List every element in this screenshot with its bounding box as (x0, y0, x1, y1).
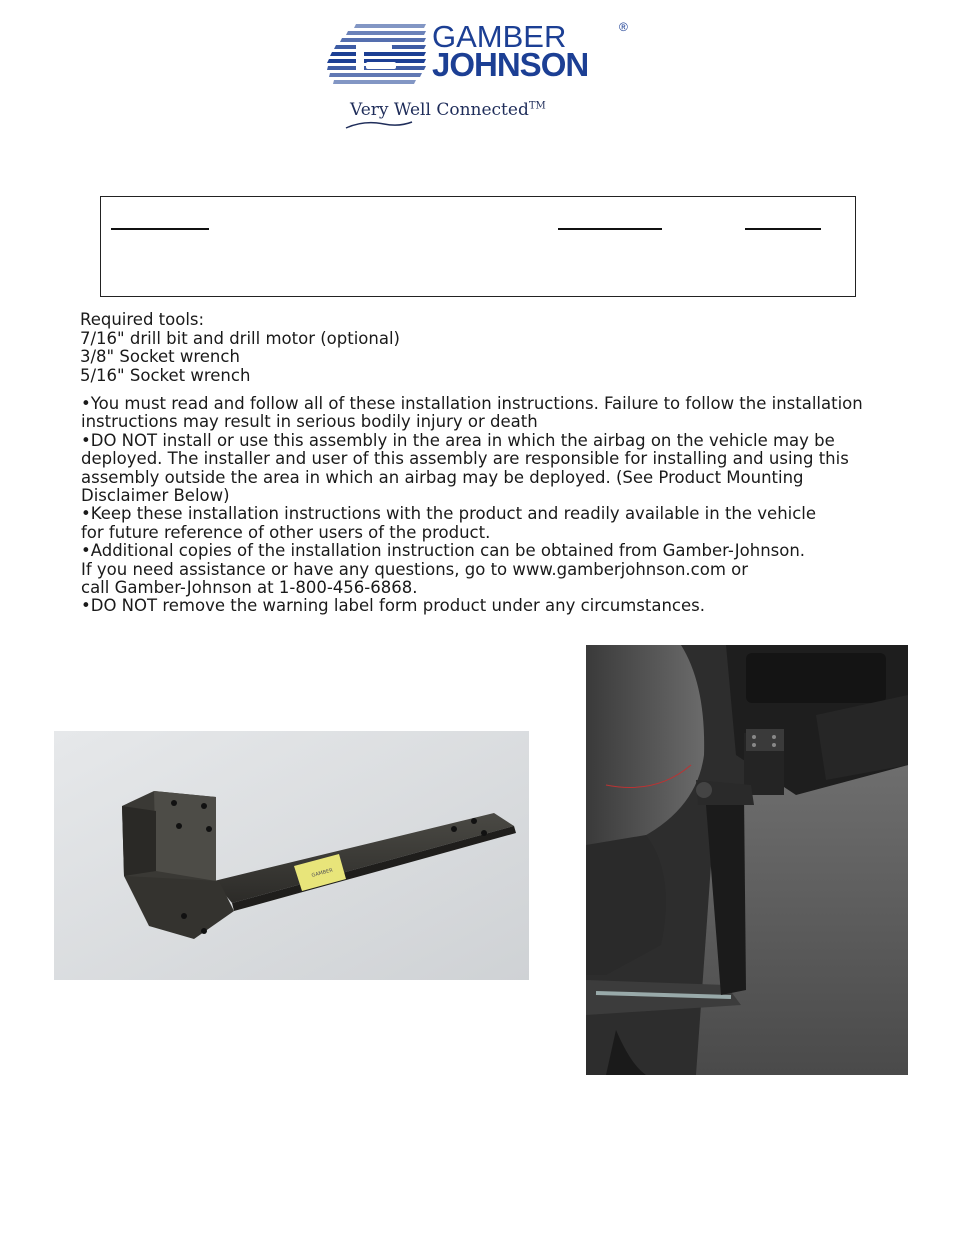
bracket-label-text: GAMBER (310, 867, 334, 879)
tool-item: 5/16" Socket wrench (80, 365, 251, 385)
warning-line: If you need assistance or have any questions, go to www.gamberjohnson.com or (81, 559, 749, 579)
installed-bracket-photo (586, 645, 908, 1075)
field-underline-3 (745, 228, 821, 230)
bracket-product-image (54, 731, 529, 980)
brand-name-gamber: GAMBER (432, 19, 567, 54)
warning-line: Disclaimer Below) (81, 486, 230, 506)
gamber-johnson-stripe-logo-icon (326, 22, 430, 88)
warning-line: for future reference of other users of the product. (81, 522, 491, 542)
warning-line: instructions may result in serious bodily injury or death (81, 412, 538, 432)
warning-line: •Keep these installation instructions with the product and readily available in the vehicle (81, 504, 817, 524)
warning-line: •DO NOT remove the warning label form product under any circumstances. (81, 596, 705, 616)
field-underline-2 (558, 228, 662, 230)
tagline (350, 100, 546, 120)
warning-line: •You must read and follow all of these installation instructions. Failure to follow the installation (81, 394, 863, 413)
warning-line: assembly outside the area in which an airbag may be deployed. (See Product Mounting (81, 467, 804, 487)
warning-line: call Gamber-Johnson at 1-800-456-6868. (81, 578, 418, 598)
registered-mark: ® (619, 20, 628, 34)
field-underline-1 (111, 228, 209, 230)
required-tools (80, 311, 400, 385)
tools-heading: Required tools: (80, 310, 205, 329)
warning-line: deployed. The installer and user of this assembly are responsible for installing and using this (81, 449, 849, 469)
warning-line: •DO NOT install or use this assembly in the area in which the airbag on the vehicle may be (81, 430, 835, 450)
warning-line: •Additional copies of the installation instruction can be obtained from Gamber-Johnson. (81, 541, 806, 561)
tagline-text: Very Well Connected (350, 100, 529, 120)
brand-name-johnson: JOHNSON (432, 46, 589, 83)
trademark-mark: TM (528, 100, 546, 112)
installation-warnings (81, 395, 931, 616)
product-info-box (100, 196, 856, 297)
tool-item: 7/16" drill bit and drill motor (optional) (80, 328, 400, 348)
tagline-swoosh-icon (344, 118, 414, 134)
tool-item: 3/8" Socket wrench (80, 347, 240, 366)
